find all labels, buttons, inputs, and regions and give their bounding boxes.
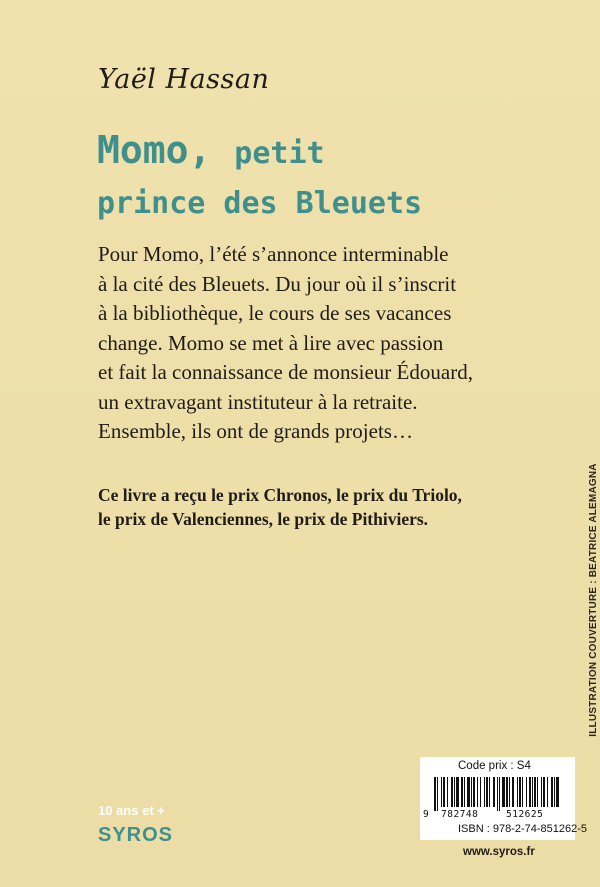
publisher-logo: SYROS — [98, 824, 174, 846]
blurb-line: Ensemble, ils ont de grands projets… — [98, 419, 413, 443]
title-line-1 — [97, 125, 422, 179]
book-title — [97, 125, 422, 229]
blurb-line: à la bibliothèque, le cours de ses vacances — [98, 301, 452, 325]
blurb-line: un extravagant instituteur à la retraite. — [98, 389, 418, 414]
publisher-website: www.syros.fr — [463, 846, 535, 858]
prize-line: Ce livre a reçu le prix Chronos, le prix du Triolo, — [98, 485, 462, 505]
isbn-number: ISBN : 978-2-74-851262-5 — [458, 823, 588, 835]
illustration-credit: ILLUSTRATION COUVERTURE : BEATRICE ALEMAGNA — [588, 463, 599, 737]
title-word-petit: petit — [234, 136, 325, 171]
prizes-text — [98, 483, 538, 531]
price-code: Code prix : S4 — [458, 760, 531, 772]
blurb-paragraph — [98, 240, 538, 447]
age-range-label: 10 ans et + — [98, 803, 165, 818]
barcode-panel — [420, 757, 588, 840]
blurb-line: Pour Momo, l’été s’annonce interminable — [98, 242, 449, 266]
blurb-line: change. Momo se met à lire avec passion — [98, 330, 444, 355]
ean-group-1: 782748 — [441, 809, 479, 820]
title-line-2: prince des Bleuets — [97, 186, 423, 221]
prize-line: le prix de Valenciennes, le prix de Pithiviers. — [98, 509, 429, 529]
author-name: Yaël Hassan — [98, 64, 270, 95]
blurb-line: et fait la connaissance de monsieur Édouard, — [98, 360, 473, 384]
ean-first-digit: 9 — [423, 809, 430, 820]
ean-group-2: 512625 — [506, 809, 544, 820]
barcode-icon — [434, 777, 562, 811]
title-word-momo: Momo, — [97, 128, 212, 172]
blurb-line: à la cité des Bleuets. Du jour où il s’inscrit — [98, 271, 457, 296]
